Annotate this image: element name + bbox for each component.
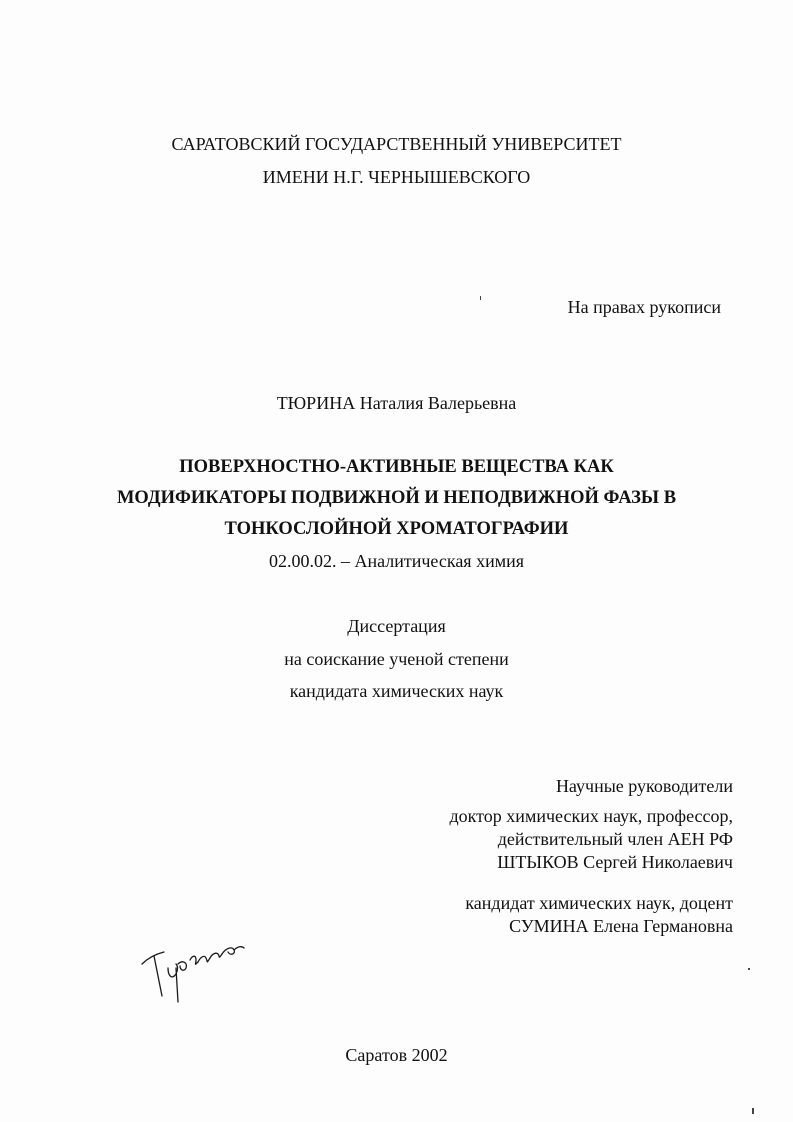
university-name-line-1: САРАТОВСКИЙ ГОСУДАРСТВЕННЫЙ УНИВЕРСИТЕТ <box>171 134 622 154</box>
dissertation-title-line-2: МОДИФИКАТОРЫ ПОДВИЖНОЙ И НЕПОДВИЖНОЙ ФАЗЫ В <box>116 488 677 508</box>
dissertation-title-line-3: ТОНКОСЛОЙНОЙ ХРОМАТОГРАФИИ <box>224 519 569 539</box>
university-name-line-2: ИМЕНИ Н.Г. ЧЕРНЫШЕВСКОГО <box>262 167 531 187</box>
supervisor-second <box>465 892 733 938</box>
supervisor-second-name: СУМИНА Елена Германовна <box>509 916 733 936</box>
specialty-code: 02.00.02. – Аналитическая химия <box>268 551 525 571</box>
supervisor-second-degree: кандидат химических наук, доцент <box>465 893 733 913</box>
author-name: ТЮРИНА Наталия Валерьевна <box>276 393 517 413</box>
manuscript-note: На правах рукописи <box>567 297 721 317</box>
supervisor-first <box>450 805 733 874</box>
supervisor-first-membership: действительный член АЕН РФ <box>497 829 733 849</box>
dissertation-title-line-1: ПОВЕРХНОСТНО-АКТИВНЫЕ ВЕЩЕСТВА КАК <box>179 457 614 477</box>
degree-line-2: на соискание ученой степени <box>284 649 509 669</box>
scan-speck <box>480 296 481 300</box>
supervisor-first-name: ШТЫКОВ Сергей Николаевич <box>497 852 733 872</box>
handwritten-signature <box>138 918 248 1008</box>
place-and-year: Саратов 2002 <box>345 1045 448 1065</box>
scan-speck <box>748 968 750 970</box>
scan-speck <box>752 1108 754 1114</box>
supervisor-first-degree: доктор химических наук, профессор, <box>449 806 733 826</box>
supervisors-heading: Научные руководители <box>555 776 733 796</box>
degree-line-1: Диссертация <box>347 616 446 636</box>
degree-line-3: кандидата химических наук <box>289 681 504 701</box>
